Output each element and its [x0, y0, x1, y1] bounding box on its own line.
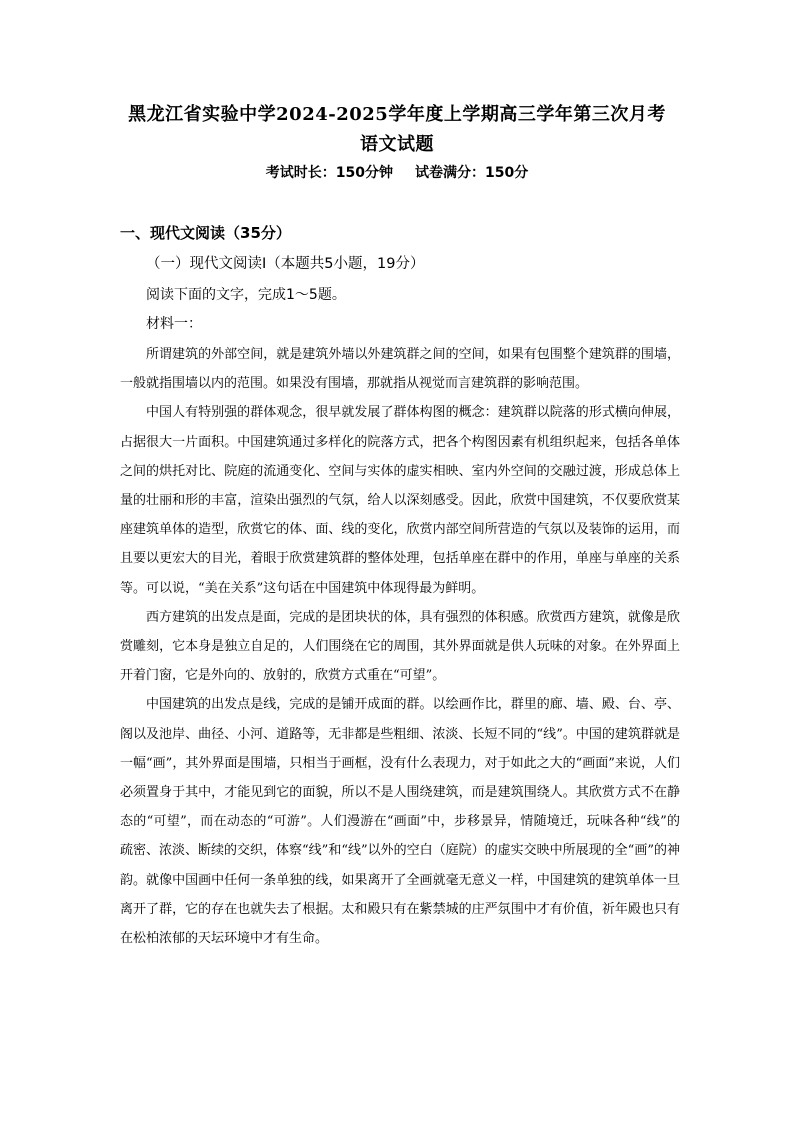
section-subheading: （一）现代文阅读Ⅰ（本题共5小题，19分）	[146, 256, 425, 272]
section-heading: 一、现代文阅读（35分）	[120, 224, 291, 242]
full-score: 试卷满分：150分	[415, 165, 529, 181]
reading-passage	[120, 340, 680, 953]
exam-subject: 语文试题	[360, 134, 434, 155]
reading-instruction: 阅读下面的文字，完成1～5题。	[146, 287, 346, 303]
exam-title: 黑龙江省实验中学2024-2025学年度上学期高三学年第三次月考	[128, 104, 666, 125]
material-label: 材料一：	[146, 316, 202, 332]
exam-meta	[0, 162, 794, 182]
passage-paragraph: 所谓建筑的外部空间，就是建筑外墙以外建筑群之间的空间，如果有包围整个建筑群的围墙，一般就指围墙以内的范围。如果没有围墙，那就指从视觉而言建筑群的影响范围。	[120, 347, 680, 392]
exam-time: 考试时长：150分钟	[265, 165, 393, 181]
passage-paragraph: 中国建筑的出发点是线，完成的是铺开成面的群。以绘画作比，群里的廊、墙、殿、台、亭、阁以及池岸、曲径、小河、道路等，无非都是些粗细、浓淡、长短不同的“线”。中国的建筑群就是一幅“画”，其外界面是围墙，只相当于画框，没有什么表现力，对于如此之大的“画面”来说，人们必须置身于其中，才能见到它的面貌，所以不是人围绕建筑，而是建筑围绕人。其欣赏方式不在静态的“可望”，而在动态的“可游”。人们漫游在“画面”中，步移景异，情随境迁，玩味各种“线”的疏密、浓淡、断续的交织，体察“线”和“线”以外的空白（庭院）的虚实交映中所展现的全“画”的神韵。就像中国画中任何一条单独的线，如果离开了全画就毫无意义一样，中国建筑的建筑单体一旦离开了群，它的存在也就失去了根据。太和殿只有在紫禁城的庄严氛围中才有价值，祈年殿也只有在松柏浓郁的天坛环境中才有生命。	[120, 697, 680, 947]
passage-paragraph: 中国人有特别强的群体观念，很早就发展了群体构图的概念：建筑群以院落的形式横向伸展，占据很大一片面积。中国建筑通过多样化的院落方式，把各个构图因素有机组织起来，包括各单体之间的烘托对比、院庭的流通变化、空间与实体的虚实相映、室内外空间的交融过渡，形成总体上量的壮丽和形的丰富，渲染出强烈的气氛，给人以深刻感受。因此，欣赏中国建筑，不仅要欣赏某座建筑单体的造型，欣赏它的体、面、线的变化，欣赏内部空间所营造的气氛以及装饰的运用，而且要以更宏大的目光，着眼于欣赏建筑群的整体处理，包括单座在群中的作用，单座与单座的关系等。可以说，“美在关系”这句话在中国建筑中体现得最为鲜明。	[120, 405, 680, 596]
passage-paragraph: 西方建筑的出发点是面，完成的是团块状的体，具有强烈的体积感。欣赏西方建筑，就像是欣赏雕刻，它本身是独立自足的，人们围绕在它的周围，其外界面就是供人玩味的对象。在外界面上开着门窗，它是外向的、放射的，欣赏方式重在“可望”。	[120, 609, 680, 684]
